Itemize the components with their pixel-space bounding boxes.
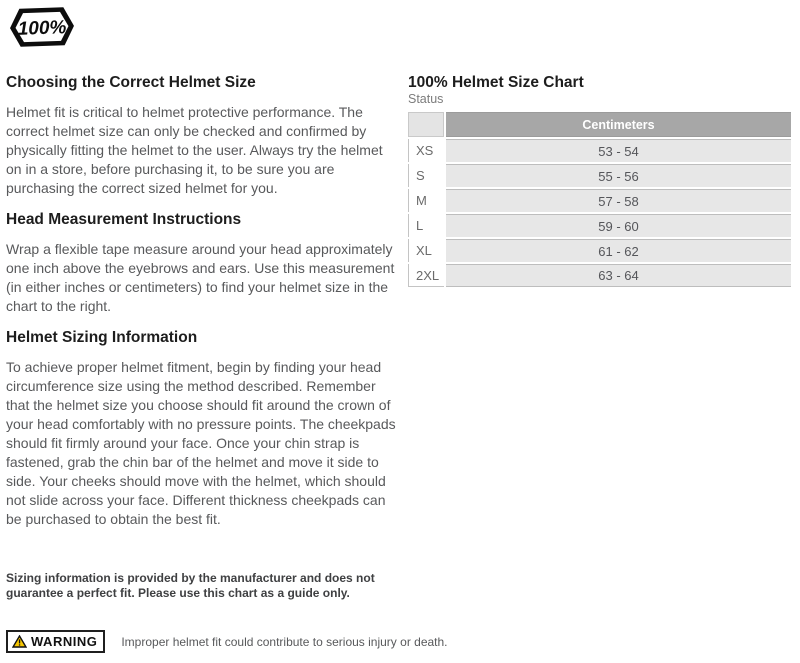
centimeters-value-cell: 61 - 62 xyxy=(446,239,791,262)
size-label-cell: XL xyxy=(408,239,444,262)
centimeters-value-cell: 55 - 56 xyxy=(446,164,791,187)
column-header-centimeters: Centimeters xyxy=(446,112,791,137)
size-label-cell: M xyxy=(408,189,444,212)
size-chart-subtitle: Status xyxy=(408,92,444,106)
manufacturer-disclaimer: Sizing information is provided by the manufacturer and does not guarantee a perfect fit. Please use this chart as a guide only. xyxy=(6,571,375,600)
section-heading: Helmet Sizing Information xyxy=(6,329,198,346)
logo-100percent-icon xyxy=(8,5,76,49)
logo-text: 100% xyxy=(17,17,67,40)
table-row xyxy=(408,264,791,287)
section-head-measurement xyxy=(6,212,398,316)
warning-row xyxy=(6,630,526,653)
size-label-cell: 2XL xyxy=(408,264,444,287)
centimeters-value-cell: 59 - 60 xyxy=(446,214,791,237)
section-sizing-information xyxy=(6,330,398,529)
section-heading: Head Measurement Instructions xyxy=(6,211,242,228)
table-header-row xyxy=(408,112,791,137)
brand-logo-100percent xyxy=(8,5,76,54)
size-label-cell: S xyxy=(408,164,444,187)
size-label-cell: L xyxy=(408,214,444,237)
table-corner-cell xyxy=(408,112,444,137)
centimeters-value-cell: 63 - 64 xyxy=(446,264,791,287)
centimeters-value-cell: 57 - 58 xyxy=(446,189,791,212)
table-row xyxy=(408,139,791,162)
warning-badge-label: WARNING xyxy=(31,634,98,649)
table-row xyxy=(408,214,791,237)
table-row xyxy=(408,239,791,262)
centimeters-value-cell: 53 - 54 xyxy=(446,139,791,162)
section-body: Helmet fit is critical to helmet protective performance. The correct helmet size can only be checked and confirmed by physically fitting the helmet to the user. Always try the helmet on in a store, before purchasing it, to be sure you are purchasing the correct sized helmet for you. xyxy=(6,104,383,196)
section-heading: Choosing the Correct Helmet Size xyxy=(6,74,256,91)
section-choosing-size xyxy=(6,75,398,198)
warning-triangle-icon xyxy=(12,635,27,648)
size-chart-title: 100% Helmet Size Chart xyxy=(408,74,584,91)
table-row xyxy=(408,164,791,187)
table-row xyxy=(408,189,791,212)
section-body: Wrap a flexible tape measure around your head approximately one inch above the eyebrows and ears. Use this measurement (in either inches or centimeters) to find your helmet size in the chart to the right. xyxy=(6,241,395,314)
warning-text: Improper helmet fit could contribute to serious injury or death. xyxy=(121,634,448,649)
warning-badge xyxy=(6,630,105,653)
size-label-cell: XS xyxy=(408,139,444,162)
helmet-size-table xyxy=(408,112,791,289)
section-body: To achieve proper helmet fitment, begin by finding your head circumference size using the method described. Remember that the helmet size you choose should fit around the crown of your head comfortably with no pressure points. The cheekpads should fit firmly around your face. Once your chin strap is fastened, grab the chin bar of the helmet and move it side to side. Your cheeks should move with the helmet, which should not slide across your face. Different thickness cheekpads can be purchased to obtain the best fit. xyxy=(6,359,396,527)
